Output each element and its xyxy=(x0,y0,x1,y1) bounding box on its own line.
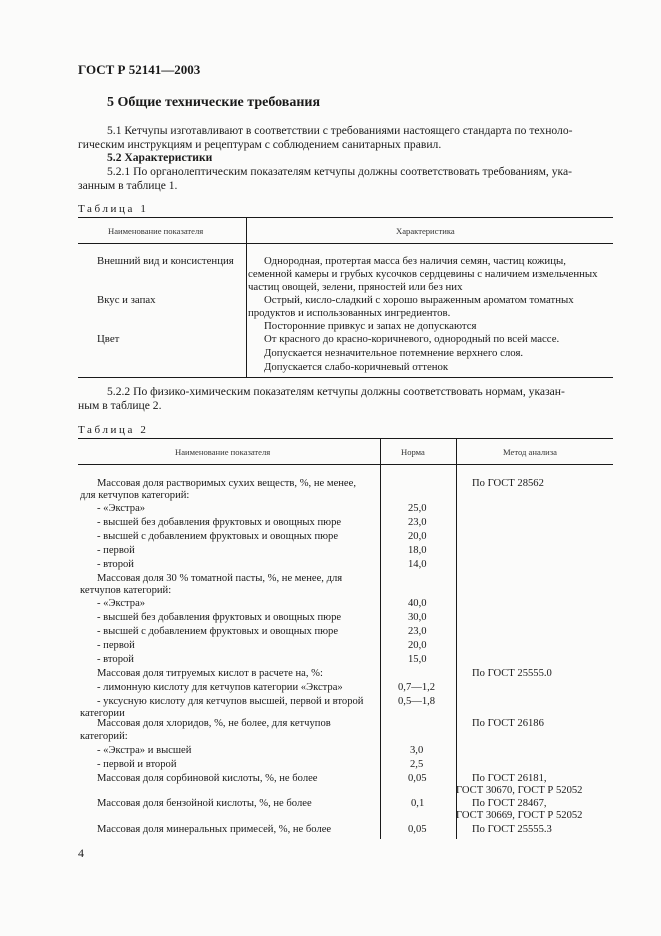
table-cell: Массовая доля хлоридов, %, не более, для кетчупов xyxy=(97,718,331,729)
section-title: 5 Общие технические требования xyxy=(107,95,321,110)
table-border xyxy=(78,217,613,218)
table-cell: продуктов и использованных ингредиентов. xyxy=(248,307,451,319)
table-border xyxy=(380,438,381,839)
table-cell: По ГОСТ 25555.3 xyxy=(472,824,552,835)
table-cell: 25,0 xyxy=(408,503,427,514)
paragraph-line: занным в таблице 1. xyxy=(78,179,178,192)
table-cell: - первой и второй xyxy=(97,759,177,770)
table-cell: Цвет xyxy=(97,333,120,345)
table-cell: Массовая доля бензойной кислоты, %, не более xyxy=(97,798,312,809)
paragraph-line: 5.2.1 По органолептическим показателям кетчупы должны соответствовать требованиям, ука- xyxy=(107,165,572,178)
table-border xyxy=(78,377,613,378)
table-cell: 14,0 xyxy=(408,559,427,570)
table-border xyxy=(78,464,613,465)
table-cell: 23,0 xyxy=(408,626,427,637)
table-cell: По ГОСТ 28467, xyxy=(472,798,547,809)
table-cell: 40,0 xyxy=(408,598,427,609)
table-cell: Массовая доля титруемых кислот в расчете на, %: xyxy=(97,668,323,679)
table-cell: Массовая доля сорбиновой кислоты, %, не более xyxy=(97,773,318,784)
table-cell: По ГОСТ 26181, xyxy=(472,773,547,784)
table-cell: 2,5 xyxy=(410,759,424,770)
table-border xyxy=(456,438,457,839)
paragraph-line: 5.2.2 По физико-химическим показателям кетчупы должны соответствовать нормам, указан- xyxy=(107,385,565,398)
table-cell: Массовая доля 30 % томатной пасты, %, не менее, для xyxy=(97,573,343,584)
paragraph-line: 5.1 Кетчупы изготавливают в соответствии с требованиями настоящего стандарта по техноло- xyxy=(107,124,573,137)
table-cell: - высшей с добавлением фруктовых и овощных пюре xyxy=(97,531,339,542)
table-cell: 18,0 xyxy=(408,545,427,556)
table-cell: Допускается слабо-коричневый оттенок xyxy=(264,361,449,373)
table-cell: - высшей с добавлением фруктовых и овощных пюре xyxy=(97,626,339,637)
table-cell: - первой xyxy=(97,640,135,651)
table-cell: частиц овощей, зелени, пряностей или без них xyxy=(248,281,463,293)
table-cell: категорий: xyxy=(80,731,128,742)
document-header: ГОСТ Р 52141—2003 xyxy=(78,62,201,77)
table-cell: категории xyxy=(80,708,125,719)
table-cell: - «Экстра» xyxy=(97,503,146,514)
table-cell: ГОСТ 30670, ГОСТ Р 52052 xyxy=(456,785,583,796)
table-border xyxy=(78,438,613,439)
table-cell: По ГОСТ 26186 xyxy=(472,718,544,729)
table-cell: Массовая доля растворимых сухих веществ, %, не менее, xyxy=(97,478,356,489)
table-caption: Таблица 2 xyxy=(78,424,149,436)
table-cell: - второй xyxy=(97,559,134,570)
table-cell: Вкус и запах xyxy=(97,294,156,306)
table-cell: - второй xyxy=(97,654,134,665)
table-cell: 23,0 xyxy=(408,517,427,528)
column-header: Характеристика xyxy=(396,226,455,236)
table-cell: По ГОСТ 25555.0 xyxy=(472,668,552,679)
table-cell: - уксусную кислоту для кетчупов высшей, первой и второй xyxy=(97,696,364,707)
table-cell: семенной камеры и грубых кусочков сердцевины с наличием измельченных xyxy=(248,268,598,280)
table-cell: 0,1 xyxy=(411,798,425,809)
table-cell: 30,0 xyxy=(408,612,427,623)
table-cell: 0,5—1,8 xyxy=(398,696,436,707)
table-cell: ГОСТ 30669, ГОСТ Р 52052 xyxy=(456,810,583,821)
table-cell: 3,0 xyxy=(410,745,424,756)
paragraph-line: ным в таблице 2. xyxy=(78,399,162,412)
column-header: Наименование показателя xyxy=(108,226,204,236)
column-header: Наименование показателя xyxy=(175,447,271,457)
table-border xyxy=(78,243,613,244)
table-cell: - «Экстра» xyxy=(97,598,146,609)
table-cell: - «Экстра» и высшей xyxy=(97,745,192,756)
table-cell: Посторонние привкус и запах не допускаются xyxy=(264,320,477,332)
table-cell: Массовая доля минеральных примесей, %, не более xyxy=(97,824,332,835)
table-cell: 20,0 xyxy=(408,531,427,542)
table-cell: для кетчупов категорий: xyxy=(80,490,190,501)
table-cell: - лимонную кислоту для кетчупов категории «Экстра» xyxy=(97,682,343,693)
paragraph-line: гическим инструкциям и рецептурам с соблюдением санитарных правил. xyxy=(78,138,442,151)
table-cell: - высшей без добавления фруктовых и овощных пюре xyxy=(97,612,342,623)
column-header: Норма xyxy=(401,447,425,457)
page-number: 4 xyxy=(78,846,84,860)
table-cell: По ГОСТ 28562 xyxy=(472,478,544,489)
table-cell: Однородная, протертая масса без наличия семян, частиц кожицы, xyxy=(264,255,566,267)
table-cell: 0,05 xyxy=(408,773,427,784)
table-caption: Таблица 1 xyxy=(78,203,149,215)
table-cell: Внешний вид и консистенция xyxy=(97,255,234,267)
table-cell: - первой xyxy=(97,545,135,556)
subsection-title: 5.2 Характеристики xyxy=(107,151,213,164)
table-cell: 15,0 xyxy=(408,654,427,665)
column-header: Метод анализа xyxy=(503,447,557,457)
table-border xyxy=(246,217,247,377)
table-cell: 0,05 xyxy=(408,824,427,835)
table-cell: От красного до красно-коричневого, однородный по всей массе. xyxy=(264,333,560,345)
table-cell: 20,0 xyxy=(408,640,427,651)
table-cell: - высшей без добавления фруктовых и овощных пюре xyxy=(97,517,342,528)
table-cell: Допускается незначительное потемнение верхнего слоя. xyxy=(264,347,524,359)
table-cell: 0,7—1,2 xyxy=(398,682,436,693)
table-cell: кетчупов категорий: xyxy=(80,585,172,596)
table-cell: Острый, кисло-сладкий с хорошо выраженным ароматом томатных xyxy=(264,294,574,306)
